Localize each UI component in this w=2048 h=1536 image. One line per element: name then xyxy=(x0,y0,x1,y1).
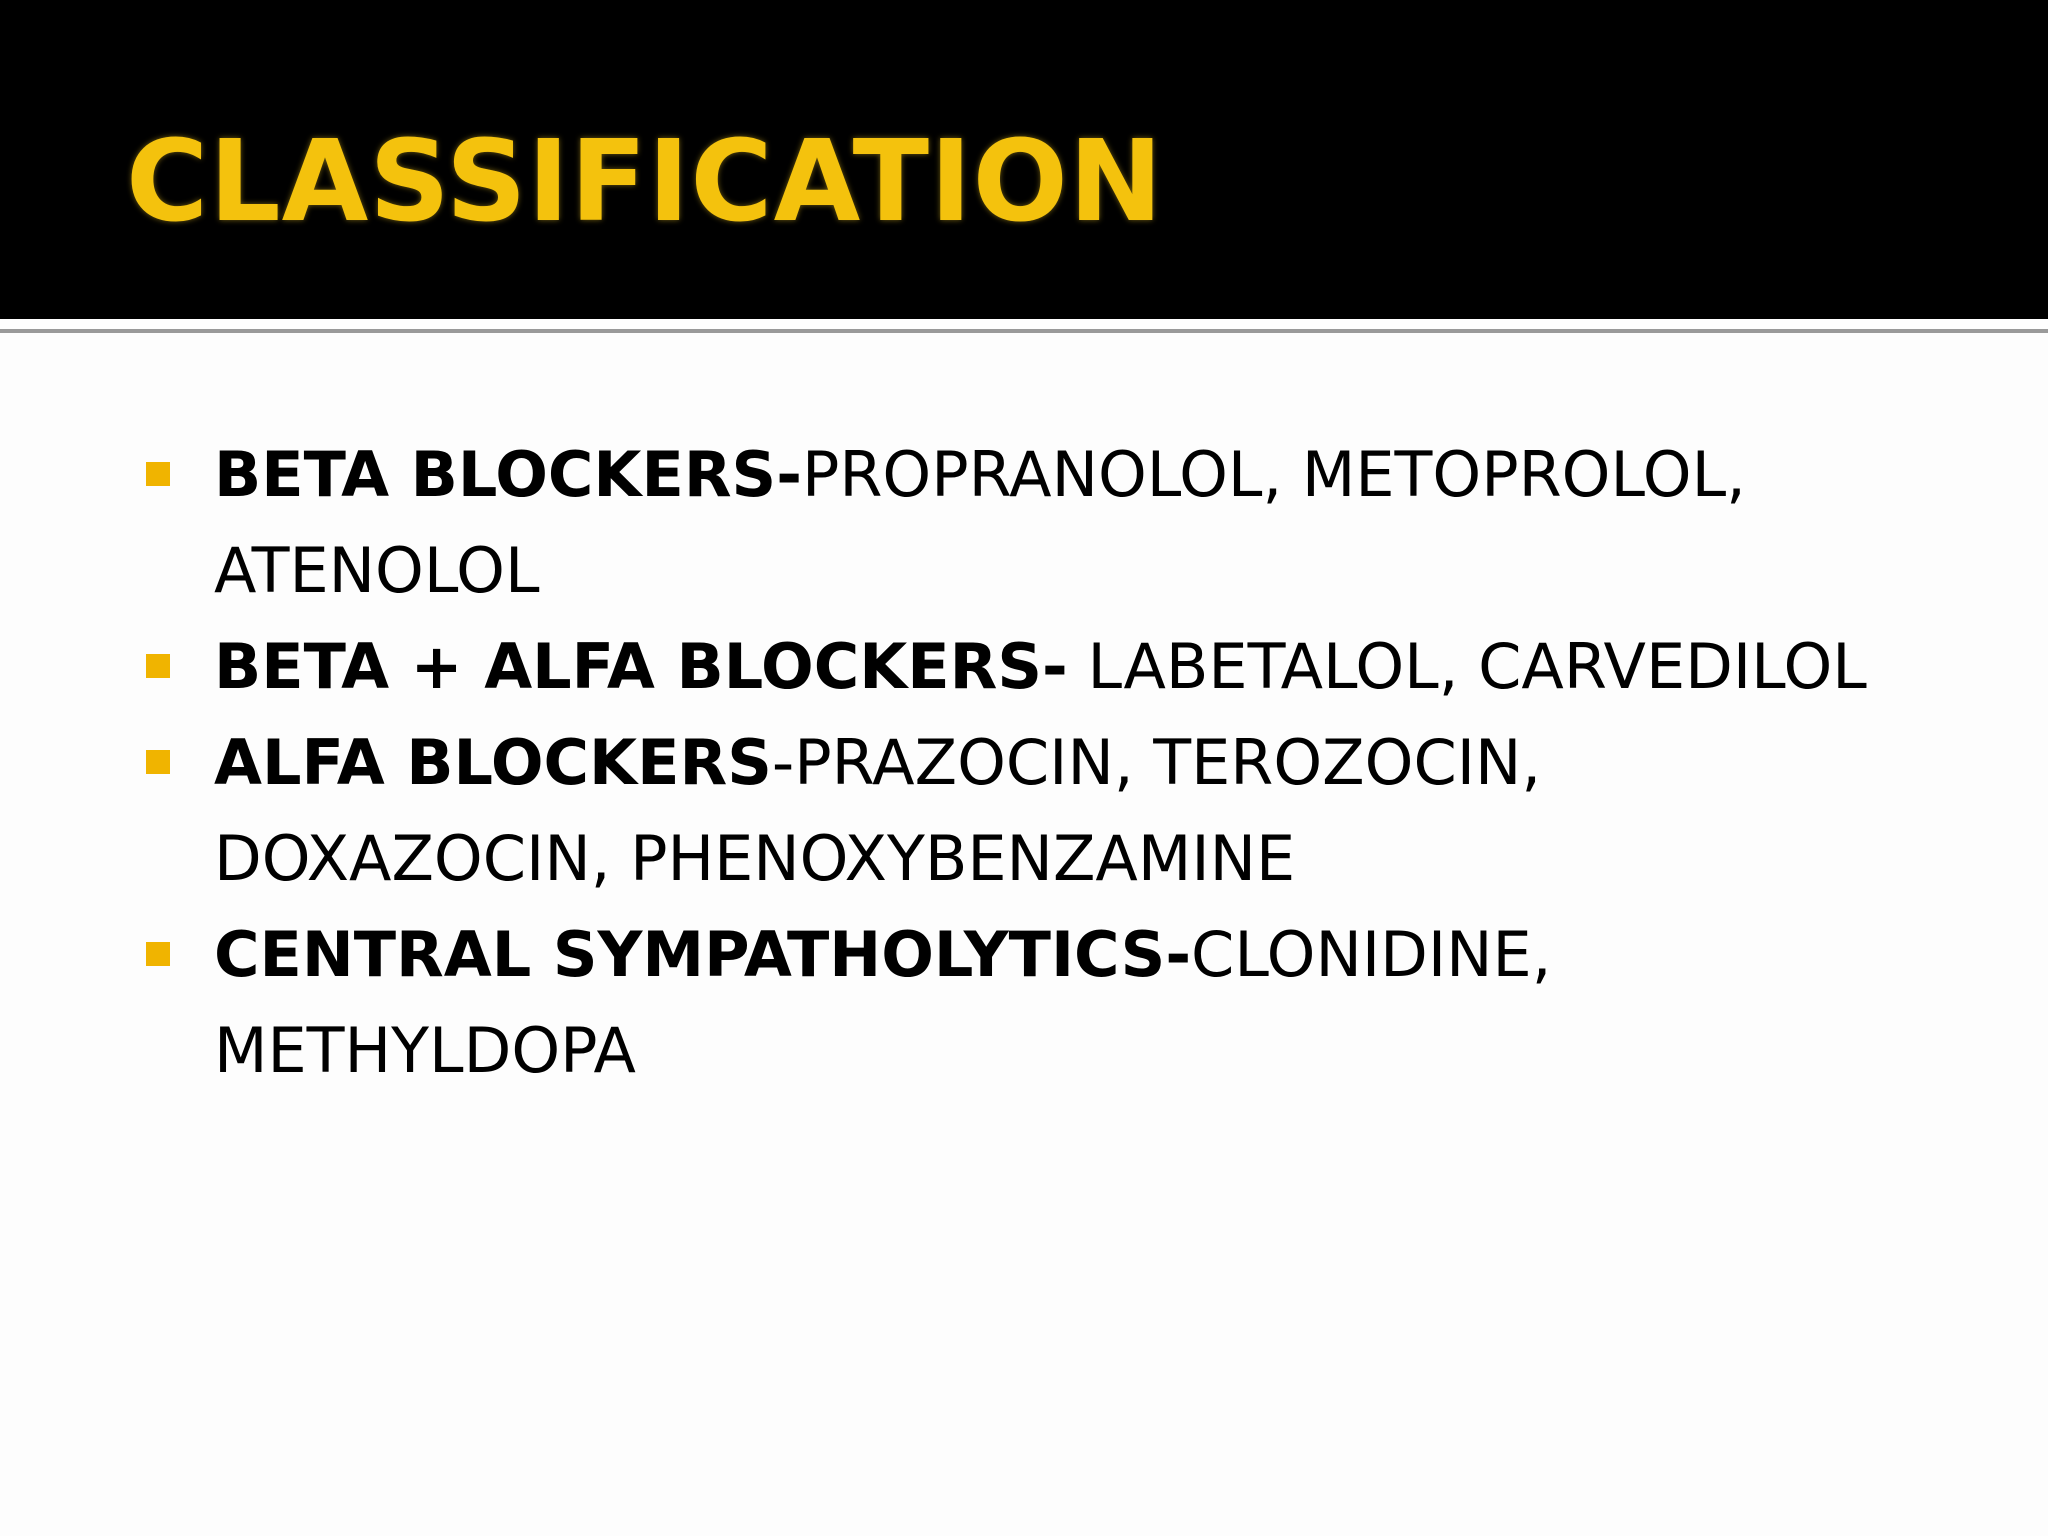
bullet-item-alfa-blockers xyxy=(0,715,2048,907)
bullet-body: -PRAZOCIN, TEROZOCIN, xyxy=(771,726,1542,799)
square-bullet-icon xyxy=(146,942,170,966)
bullet-lead: BETA BLOCKERS- xyxy=(214,438,802,511)
bullet-item-beta-alfa-blockers xyxy=(0,619,2048,715)
title-separator-gap xyxy=(0,319,2048,329)
bullet-lead: BETA + ALFA BLOCKERS- xyxy=(214,630,1068,703)
bullet-lead: ALFA BLOCKERS xyxy=(214,726,772,799)
bullet-line xyxy=(214,427,1928,523)
title-separator-rule xyxy=(0,329,2048,333)
bullet-line xyxy=(214,907,1928,1003)
bullet-body: PROPRANOLOL, METOPROLOL, xyxy=(801,438,1746,511)
bullet-continuation: METHYLDOPA xyxy=(214,1014,636,1087)
bullet-lead: CENTRAL SYMPATHOLYTICS- xyxy=(214,918,1192,991)
bullet-list xyxy=(0,427,2048,1099)
bullet-body: LABETALOL, CARVEDILOL xyxy=(1067,630,1867,703)
title-bar xyxy=(0,0,2048,319)
slide-title: CLASSIFICATION xyxy=(126,117,1164,247)
bullet-body: CLONIDINE, xyxy=(1191,918,1552,991)
bullet-line xyxy=(214,619,1928,715)
square-bullet-icon xyxy=(146,462,170,486)
square-bullet-icon xyxy=(146,750,170,774)
square-bullet-icon xyxy=(146,654,170,678)
bullet-continuation: DOXAZOCIN, PHENOXYBENZAMINE xyxy=(214,822,1296,895)
bullet-line xyxy=(214,715,1928,811)
bullet-item-central-sympatholytics xyxy=(0,907,2048,1099)
bullet-continuation: ATENOLOL xyxy=(214,534,540,607)
bullet-item-beta-blockers xyxy=(0,427,2048,619)
